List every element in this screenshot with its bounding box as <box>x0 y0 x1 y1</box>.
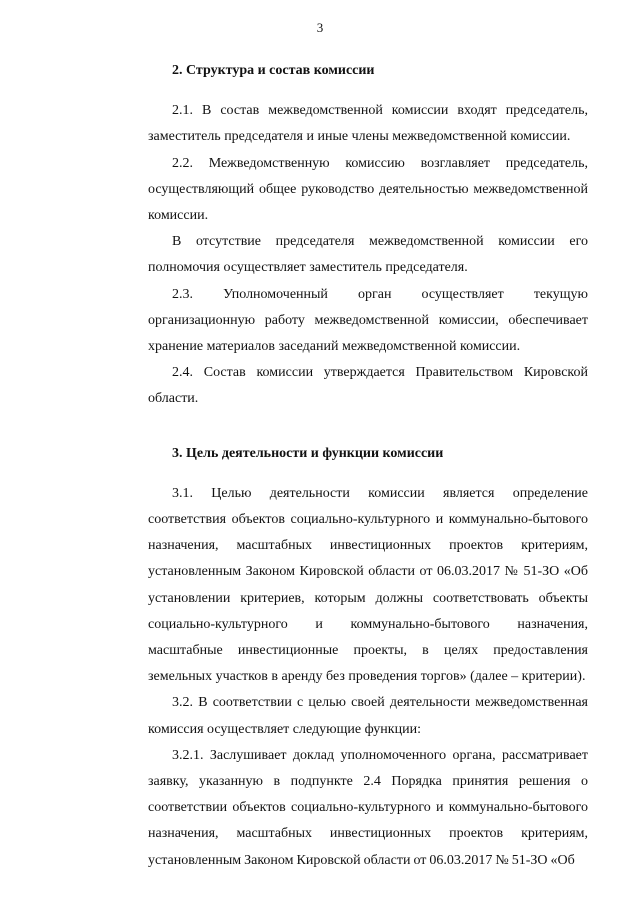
paragraph: 3.2.1. Заслушивает доклад уполномоченного органа, рассматривает заявку, указанную в подпункте 2.4 Порядка принятия решения о соответствии объектов социально-культурного и коммунально-бытового назначения, масштабных инвестиционных проектов критериям, установленным Законом Кировской области от 06.03.2017 № 51-ЗО «Об <box>148 747 588 868</box>
page-number: 3 <box>316 20 324 35</box>
paragraph: 3.2. В соответствии с целью своей деятельности межведомственная комиссия осуществляет следующие функции: <box>148 695 588 737</box>
document-body <box>148 58 588 874</box>
section-heading: 3. Цель деятельности и функции комиссии <box>172 445 444 461</box>
paragraph: В отсутствие председателя межведомственной комиссии его полномочия осуществляет заместитель председателя. <box>148 234 588 276</box>
section-heading: 2. Структура и состав комиссии <box>172 63 375 78</box>
paragraph: 3.1. Целью деятельности комиссии является определение соответствия объектов социально-культурного и коммунально-бытового назначения, масштабных инвестиционных проектов критериям, установленным Законом Кировской области от 06.03.2017 № 51-ЗО «Об установлении критериев, которым должны соответствовать объекты социально-культурного и коммунально-бытового назначения, масштабные инвестиционные проекты, в целях предоставления земельных участков в аренду без проведения торгов» (далее – критерии). <box>148 485 588 685</box>
paragraph: 2.2. Межведомственную комиссию возглавляет председатель, осуществляющий общее руководство деятельностью межведомственной комиссии. <box>148 155 588 224</box>
paragraph: 2.4. Состав комиссии утверждается Правительством Кировской области. <box>148 365 588 407</box>
paragraph: 2.3. Уполномоченный орган осуществляет текущую организационную работу межведомственной комиссии, обеспечивает хранение материалов заседаний межведомственной комиссии. <box>148 286 588 355</box>
paragraph: 2.1. В состав межведомственной комиссии входят председатель, заместитель председателя и иные члены межведомственной комиссии. <box>148 103 588 145</box>
